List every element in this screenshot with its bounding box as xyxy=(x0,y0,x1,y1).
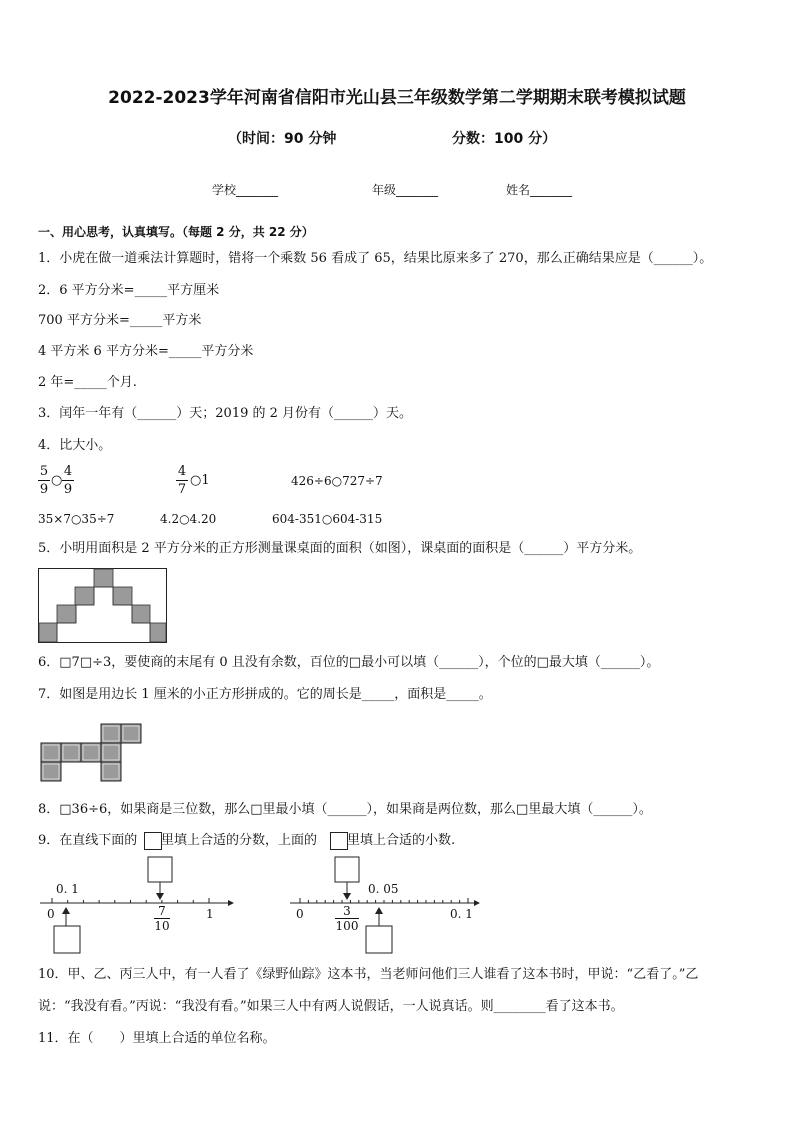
fraction-5-9: 5 9 xyxy=(39,464,49,497)
nl-right-fraction: 3 100 xyxy=(335,904,359,933)
question-10-line-2: 说：“我没有看。”丙说：“我没有看。”如果三人中有两人说假话，一人说真话。则________看了这本书。 xyxy=(38,999,624,1014)
answer-box-icon xyxy=(144,832,162,850)
compare-expression-5: 4.2○4.20 xyxy=(160,512,217,526)
fraction-4-7: 4 7 xyxy=(177,464,187,497)
question-1: 1．小虎在做一道乘法计算题时，错将一个乘数 56 看成了 65，结果比原来多了 270，那么正确结果应是（______）。 xyxy=(38,251,713,266)
nl-left-fraction: 7 10 xyxy=(154,904,170,933)
nl-left-zero: 0 xyxy=(47,907,55,921)
squares-figure xyxy=(40,723,144,783)
question-2-line-3: 4 平方米 6 平方分米=_____平方分米 xyxy=(38,344,254,359)
compare-expression-4: 35×7○35÷7 xyxy=(38,512,115,526)
page-title: 2022-2023学年河南省信阳市光山县三年级数学第二学期期末联考模拟试题 xyxy=(108,88,686,108)
ticks-right xyxy=(300,898,468,903)
question-9-part-b: 里填上合适的分数，上面的 xyxy=(161,833,318,848)
question-5: 5．小明用面积是 2 平方分米的正方形测量课桌面的面积（如图），课桌面的面积是（______）平方分米。 xyxy=(38,541,642,556)
answer-box-bottom-right xyxy=(366,926,392,953)
section-heading: 一、用心思考，认真填写。（每题 2 分，共 22 分） xyxy=(38,225,314,239)
compare-expression-2: ○1 xyxy=(190,473,210,488)
name-field[interactable]: 姓名_______ xyxy=(506,183,573,197)
answer-box-bottom-left xyxy=(54,926,80,953)
question-6: 6．□7□÷3，要使商的末尾有 0 且没有余数，百位的□最小可以填（______），个位的□最大填（______）。 xyxy=(38,655,660,670)
nl-left-top-label: 0. 1 xyxy=(56,882,79,896)
question-4-label: 4．比大小。 xyxy=(38,438,112,453)
fraction-4-9: 4 9 xyxy=(63,464,73,497)
answer-box-icon xyxy=(330,832,348,850)
desk-figure xyxy=(38,568,168,644)
question-9-part-c: 里填上合适的小数. xyxy=(347,833,456,848)
question-10-line-1: 10．甲、乙、丙三人中，有一人看了《绿野仙踪》这本书，当老师问他们三人谁看了这本书时，甲说：“乙看了。”乙 xyxy=(38,967,699,982)
question-8: 8．□36÷6，如果商是三位数，那么□里最小填（______），如果商是两位数，那么□里最大填（______）。 xyxy=(38,802,652,817)
compare-expression-3: 426÷6○727÷7 xyxy=(291,474,383,488)
school-field[interactable]: 学校_______ xyxy=(212,183,279,197)
nl-right-end: 0. 1 xyxy=(450,907,473,921)
compare-circle: ○ xyxy=(51,473,63,488)
question-2-line-1: 2．6 平方分米=_____平方厘米 xyxy=(38,283,220,298)
compare-expression-6: 604-351○604-315 xyxy=(272,512,383,526)
exam-score: 分数：100 分） xyxy=(452,131,557,147)
answer-box-top-left xyxy=(148,857,172,882)
nl-left-one: 1 xyxy=(206,907,214,921)
nl-right-top-label: 0. 05 xyxy=(368,882,399,896)
grade-field[interactable]: 年级_______ xyxy=(372,183,439,197)
question-3: 3．闰年一年有（______）天；2019 的 2 月份有（______）天。 xyxy=(38,406,413,421)
question-2-line-4: 2 年=_____个月. xyxy=(38,375,137,390)
ticks-left xyxy=(52,898,209,903)
question-7: 7．如图是用边长 1 厘米的小正方形拼成的。它的周长是_____，面积是_____。 xyxy=(38,687,492,702)
question-11: 11．在（ ）里填上合适的单位名称。 xyxy=(38,1031,276,1046)
question-9-part-a: 9．在直线下面的 xyxy=(38,833,138,848)
nl-right-zero: 0 xyxy=(296,907,304,921)
exam-time: （时间：90 分钟 xyxy=(228,131,337,147)
answer-box-top-right xyxy=(335,857,359,882)
question-2-line-2: 700 平方分米=_____平方米 xyxy=(38,313,202,328)
